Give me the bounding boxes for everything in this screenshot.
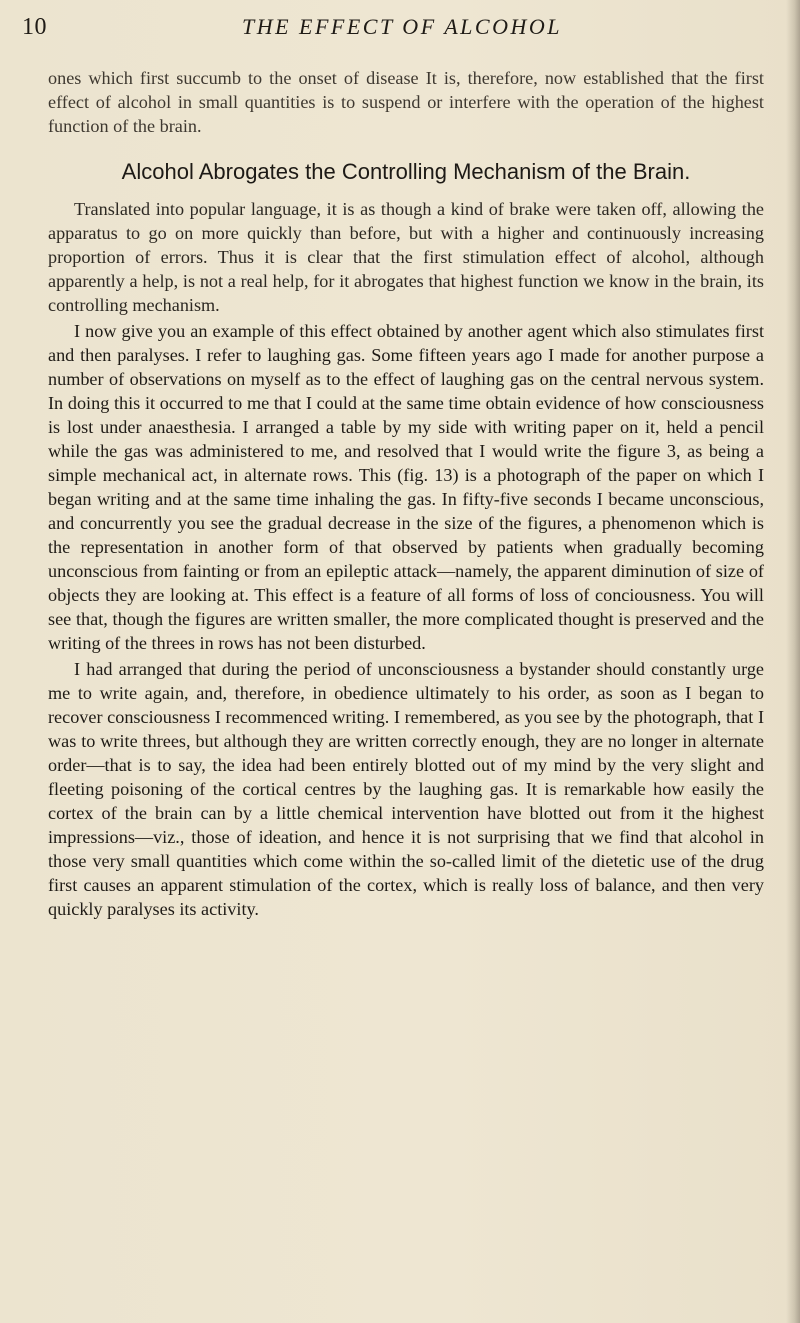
paragraph-1: Translated into popular language, it is as though a kind of brake were taken off, allowing the apparatus to go on more quickly than before, but with a higher and continuously increasing proportion of errors. Thus it is clear that the first stimulation effect of alcohol, although apparently a help, is not a real help, for it abrogates that highest function we know in the brain, its controlling mechanism.: [48, 199, 764, 315]
lead-paragraph: ones which first succumb to the onset of disease It is, therefore, now established that the first effect of alcohol in small quantities is to suspend or interfere with the operation of the highest function of the brain.: [48, 68, 764, 136]
running-head: THE EFFECT OF ALCOHOL: [241, 14, 562, 39]
page-header: [22, 14, 762, 50]
section-heading: Alcohol Abrogates the Controlling Mechanism of the Brain.: [121, 159, 691, 184]
paragraph-3: I had arranged that during the period of unconsciousness a bystander should constantly urge me to write again, and, therefore, in obedience ultimately to his order, as soon as I began to recover consciousness I recommenced writing. I remembered, as you see by the photograph, that I was to write threes, but although they are written correctly enough, they are no longer in alternate order—that is to say, the idea had been entirely blotted out of my mind by the very slight and fleeting poisoning of the cortical centres by the laughing gas. It is remarkable how easily the cortex of the brain can by a little chemical intervention have blotted out from it the highest impressions—viz., those of ideation, and hence it is not surprising that we find that alcohol in those very small quantities which come within the so-called limit of the dietetic use of the drug first causes an apparent stimulation of the cortex, which is really loss of balance, and then very quickly paralyses its activity.: [48, 659, 764, 919]
page-number: 10: [22, 14, 47, 40]
page-body: [48, 66, 764, 921]
page-edge-shadow: [786, 0, 800, 1323]
paragraph-2: I now give you an example of this effect obtained by another agent which also stimulates first and then paralyses. I refer to laughing gas. Some fifteen years ago I made for another purpose a number of observations on myself as to the effect of laughing gas on the central nervous system. In doing this it occurred to me that I could at the same time obtain evidence of how consciousness is lost under anaesthesia. I arranged a table by my side with writing paper on it, held a pencil while the gas was administered to me, and resolved that I would write the figure 3, as being a simple mechanical act, in alternate rows. This (fig. 13) is a photograph of the paper on which I began writing and at the same time inhaling the gas. In fifty-five seconds I became unconscious, and concurrently you see the gradual decrease in the size of the figures, a phenomenon which is the representation in another form of that observed by patients when gradually becoming unconscious from fainting or from an epileptic attack—namely, the apparent diminution of size of objects they are looking at. This effect is a feature of all forms of loss of conciousness. You will see that, though the figures are written smaller, the more complicated thought is preserved and the writing of the threes in rows has not been disturbed.: [48, 321, 764, 653]
